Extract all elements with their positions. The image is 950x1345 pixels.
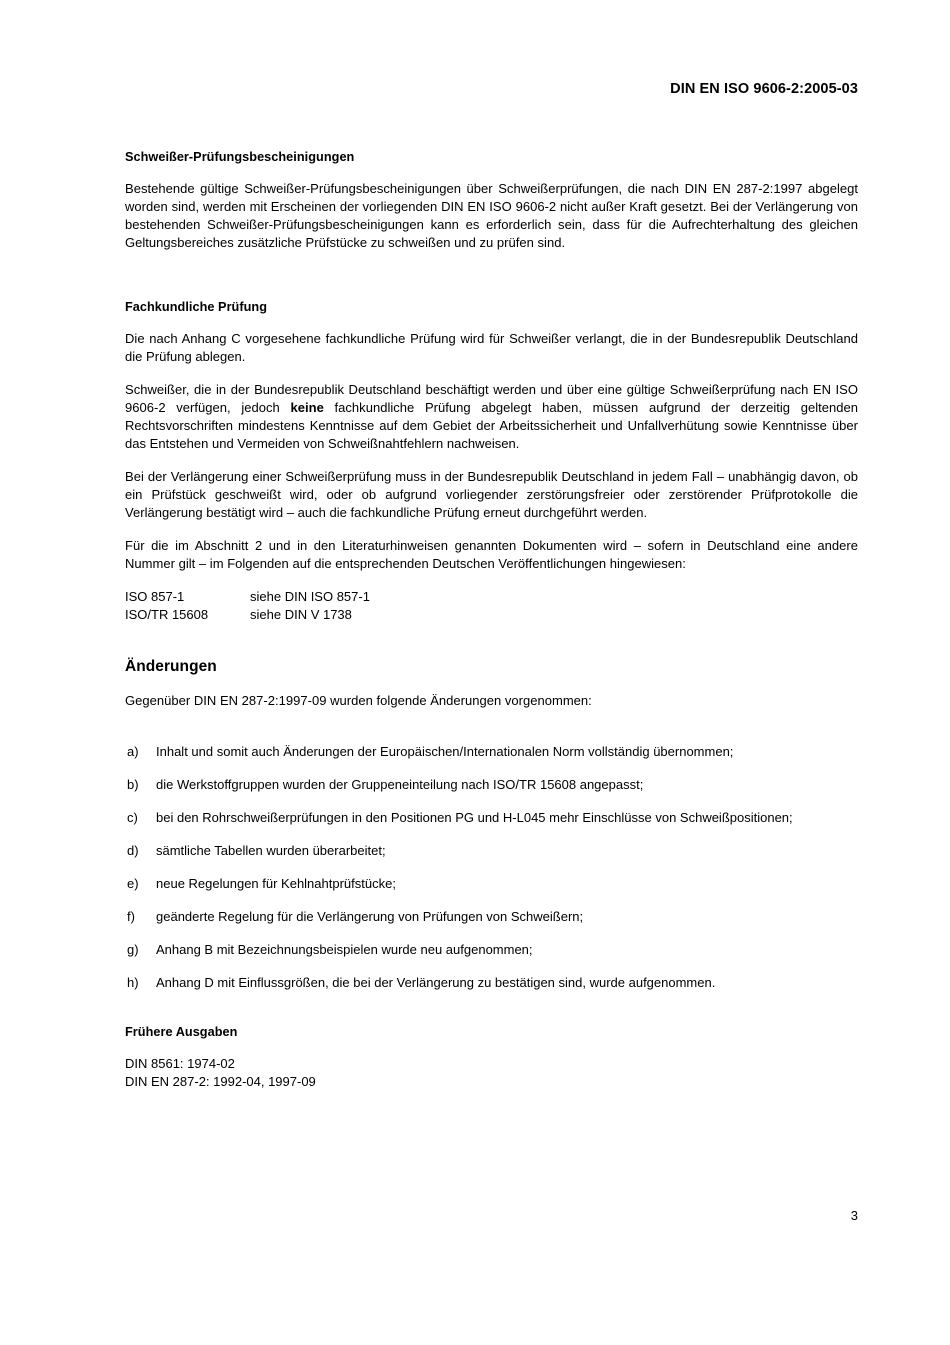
reference-value: siehe DIN V 1738: [250, 606, 352, 622]
reference-key: ISO/TR 15608: [125, 606, 209, 622]
list-item: [125, 809, 858, 827]
list-item-label: Inhalt und somit auch Änderungen der Europäischen/Internationalen Norm vollständig übernommen;: [156, 744, 734, 760]
list-item-label: neue Regelungen für Kehlnahtprüfstücke;: [156, 876, 396, 892]
paragraph-exam-keine-emphasis: keine: [290, 399, 324, 415]
paragraph-changes-intro: Gegenüber DIN EN 287-2:1997-09 wurden folgende Änderungen vorgenommen:: [125, 693, 592, 709]
list-item-marker: d): [127, 843, 139, 859]
paragraph-certificates: Bestehende gültige Schweißer-Prüfungsbescheinigungen über Schweißerprüfungen, die nach DIN EN 287-2:1997 abgelegt worden sind, werden mit Erscheinen der vorliegenden DIN EN ISO 9606-2 nicht außer Kraft gesetzt. Bei der Verlängerung von bestehenden Schweißer-Prüfungsbescheinigungen kann es erforderlich sein, dass für die Aufrechterhaltung des gleichen Geltungsbereiches zusätzliche Prüfstücke zu schweißen und zu prüfen sind.: [125, 180, 858, 250]
list-item-marker: h): [127, 975, 139, 991]
list-item-marker: c): [127, 810, 138, 826]
list-item: [125, 974, 858, 992]
reference-value: siehe DIN ISO 857-1: [250, 588, 370, 604]
list-item-marker: f): [127, 909, 135, 925]
paragraph-exam-keine-part1: Schweißer, die in der Bundesrepublik Deutschland beschäftigt werden und über eine gültige Schweißerprüfung nach EN ISO 9606-2 verfügen, jedoch: [125, 381, 858, 415]
reference-key: ISO 857-1: [125, 588, 185, 604]
paragraph-exam-literaturhinweise: Für die im Abschnitt 2 und in den Literaturhinweisen genannten Dokumenten wird – sofern in Deutschland eine andere Nummer gilt – im Folgenden auf die entsprechenden Deutschen Veröffentlichungen hingewiesen:: [125, 537, 858, 571]
reference-mapping-list: [125, 588, 858, 624]
list-item-label: geänderte Regelung für die Verlängerung von Prüfungen von Schweißern;: [156, 909, 584, 925]
changes-list: [125, 743, 858, 992]
heading-schweisser-pruefungsbescheinigungen: Schweißer-Prüfungsbescheinigungen: [125, 150, 355, 164]
reference-row: [125, 588, 858, 606]
list-item: [125, 875, 858, 893]
heading-fachkundliche-pruefung: Fachkundliche Prüfung: [125, 299, 268, 314]
list-item: [125, 842, 858, 860]
list-spacer: [125, 725, 858, 743]
list-item-marker: g): [127, 942, 139, 958]
list-item-label: bei den Rohrschweißerprüfungen in den Positionen PG und H-L045 mehr Einschlüsse von Schweißpositionen;: [156, 810, 793, 826]
paragraph-exam-keine-part2: fachkundliche Prüfung abgelegt haben, müssen aufgrund der derzeitig geltenden Rechtsvorschriften mindestens Kenntnisse auf dem Gebiet der Arbeitssicherheit und Unfallverhütung sowie Kenntnisse über das Entstehen und Vermeiden von Schweißnahtfehlern nachweisen.: [125, 399, 858, 451]
section-spacer: [125, 624, 858, 657]
list-item: DIN 8561: 1974-02: [125, 1056, 235, 1071]
section-spacer: [125, 267, 858, 300]
paragraph-exam-anhang-c: Die nach Anhang C vorgesehene fachkundliche Prüfung wird für Schweißer verlangt, die in der Bundesrepublik Deutschland die Prüfung ablegen.: [125, 330, 858, 364]
list-item: [125, 743, 858, 761]
reference-row: [125, 606, 858, 624]
paragraph-exam-keine: [125, 381, 858, 453]
page-number: 3: [850, 1208, 858, 1223]
list-item-marker: e): [127, 876, 139, 892]
list-item-label: Anhang B mit Bezeichnungsbeispielen wurde neu aufgenommen;: [156, 942, 533, 958]
heading-aenderungen: Änderungen: [125, 657, 217, 675]
list-item-label: sämtliche Tabellen wurden überarbeitet;: [156, 843, 386, 859]
list-item: [125, 908, 858, 926]
list-item: [125, 941, 858, 959]
list-item-label: die Werkstoffgruppen wurden der Gruppeneinteilung nach ISO/TR 15608 angepasst;: [156, 777, 644, 793]
paragraph-exam-verlaengerung: Bei der Verlängerung einer Schweißerprüfung muss in der Bundesrepublik Deutschland in jedem Fall – unabhängig davon, ob ein Prüfstück geschweißt wird, oder ob aufgrund vorliegender zerstörungsfreier oder zerstörender Prüfprotokolle die Verlängerung bestätigt wird – auch die fachkundliche Prüfung erneut durchgeführt werden.: [125, 468, 858, 520]
list-item: DIN EN 287-2: 1992-04, 1997-09: [125, 1074, 316, 1089]
list-item-label: Anhang D mit Einflussgrößen, die bei der Verlängerung zu bestätigen sind, wurde aufgenommen.: [156, 975, 716, 991]
list-item-marker: a): [127, 744, 139, 760]
earlier-editions-list: [125, 1055, 858, 1091]
page-header-standard-number: DIN EN ISO 9606-2:2005-03: [670, 81, 858, 97]
list-item-marker: b): [127, 777, 139, 793]
list-item: [125, 776, 858, 794]
page-content: [125, 150, 858, 1091]
section-spacer: [125, 992, 858, 1025]
heading-fruehere-ausgaben: Frühere Ausgaben: [125, 1025, 238, 1040]
